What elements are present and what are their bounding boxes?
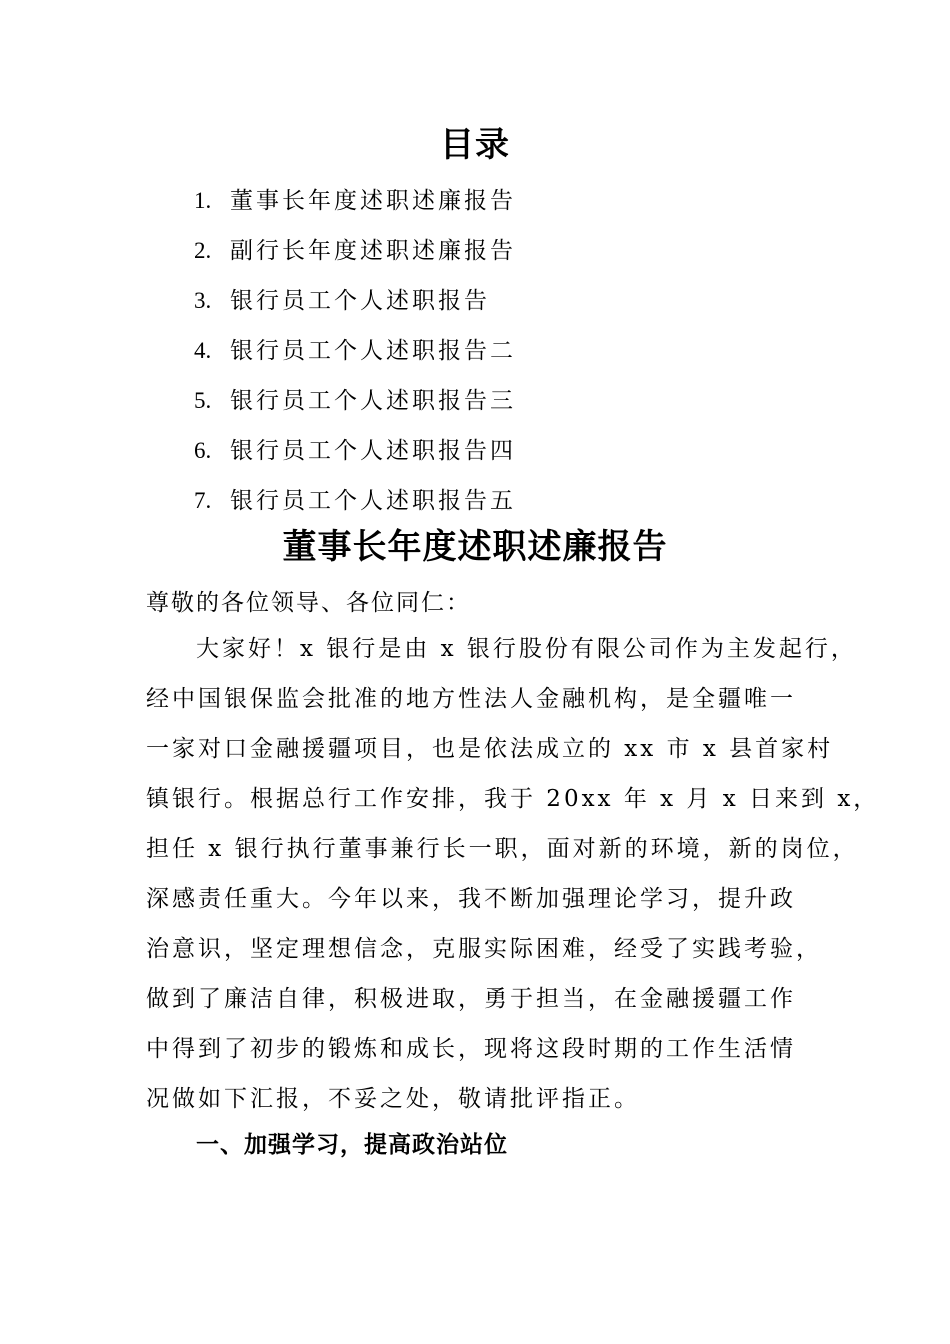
body-line: 深感责任重大。今年以来，我不断加强理论学习，提升政 [146, 886, 796, 912]
body-line: 镇银行。根据总行工作安排，我于 20xx 年 x 月 x 日来到 x， [146, 786, 880, 812]
toc-item-label: 董事长年度述职述廉报告 [230, 188, 516, 214]
toc-item-label: 银行员工个人述职报告四 [230, 438, 516, 464]
toc-item-label: 银行员工个人述职报告二 [230, 338, 516, 364]
toc-item-number: 6. [194, 438, 212, 463]
toc-item[interactable] [194, 276, 516, 326]
body-line: 况做如下汇报，不妥之处，敬请批评指正。 [146, 1086, 640, 1112]
toc-item-label: 银行员工个人述职报告 [230, 288, 490, 314]
toc-item[interactable] [194, 326, 516, 376]
toc-list [194, 176, 516, 526]
toc-item-number: 3. [194, 288, 212, 313]
toc-item-number: 7. [194, 488, 212, 513]
toc-item-number: 4. [194, 338, 212, 363]
toc-item-number: 5. [194, 388, 212, 413]
toc-item[interactable] [194, 376, 516, 426]
toc-item-number: 1. [194, 188, 212, 213]
section-heading: 一、加强学习，提高政治站位 [196, 1131, 508, 1158]
toc-item[interactable] [194, 226, 516, 276]
body-line: 治意识，坚定理想信念，克服实际困难，经受了实践考验， [146, 936, 822, 962]
toc-title: 目录 [440, 125, 510, 165]
body-line: 做到了廉洁自律，积极进取，勇于担当，在金融援疆工作 [146, 986, 796, 1012]
body-line: 担任 x 银行执行董事兼行长一职，面对新的环境，新的岗位， [146, 836, 859, 862]
toc-item-label: 银行员工个人述职报告五 [230, 488, 516, 514]
toc-item-label: 副行长年度述职述廉报告 [230, 238, 516, 264]
body-line: 一家对口金融援疆项目，也是依法成立的 xx 市 x 县首家村 [146, 736, 834, 762]
toc-item-number: 2. [194, 238, 212, 263]
toc-item[interactable] [194, 426, 516, 476]
toc-item[interactable] [194, 176, 516, 226]
report-greeting: 尊敬的各位领导、各位同仁： [146, 590, 471, 616]
body-line: 大家好！x 银行是由 x 银行股份有限公司作为主发起行， [196, 636, 857, 662]
report-body [146, 624, 879, 1124]
report-title: 董事长年度述职述廉报告 [282, 527, 668, 567]
body-line: 中得到了初步的锻炼和成长，现将这段时期的工作生活情 [146, 1036, 796, 1062]
body-line: 经中国银保监会批准的地方性法人金融机构，是全疆唯一 [146, 686, 796, 712]
toc-item-label: 银行员工个人述职报告三 [230, 388, 516, 414]
